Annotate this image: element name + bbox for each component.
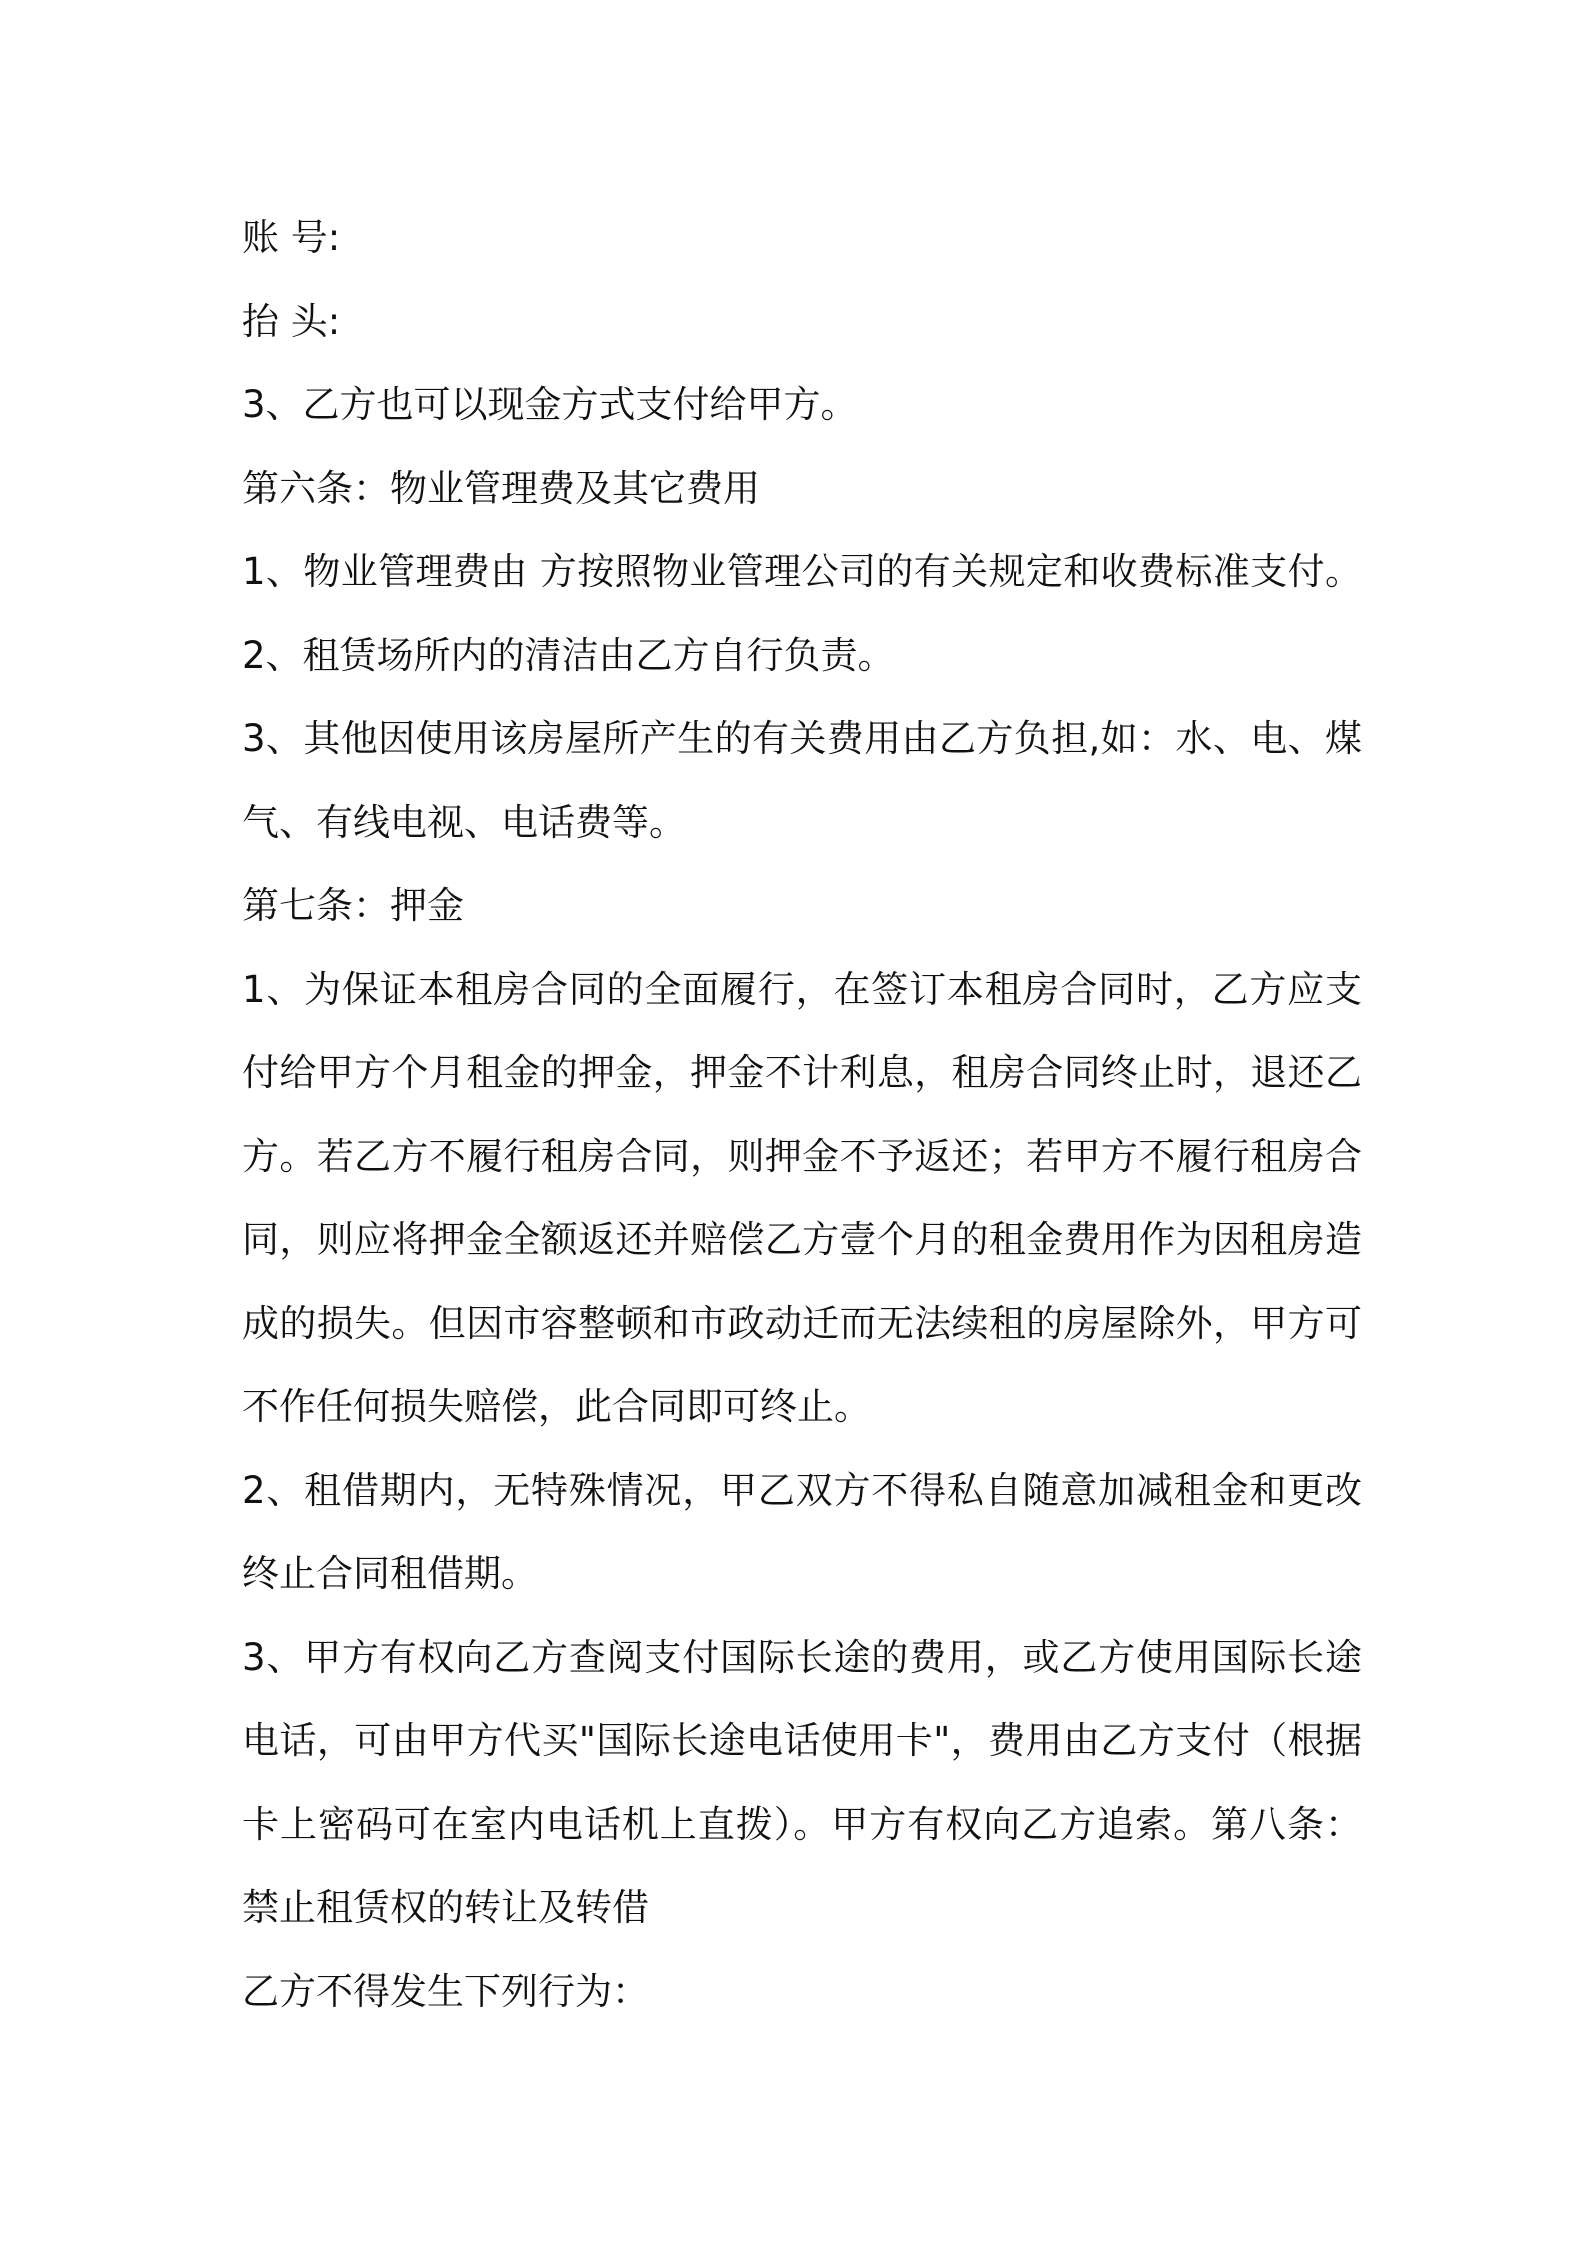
clause-5-item-3: 3、乙方也可以现金方式支付给甲方。 xyxy=(242,383,858,426)
document-body xyxy=(242,196,1362,2033)
article-6-item-2: 2、租赁场所内的清洁由乙方自行负责。 xyxy=(242,633,895,677)
article-7-item-1-line-2: 付给甲方个月租金的押金，押金不计利息，租房合同终止时，退还乙 xyxy=(242,1051,1362,1094)
article-7-item-1-line-6: 不作任何损失赔偿，此合同即可终止。 xyxy=(242,1385,871,1428)
article-6-item-3-line-1: 3、其他因使用该房屋所产生的有关费用由乙方负担,如：水、电、煤 xyxy=(242,717,1362,760)
article-7-item-3-line-3: 卡上密码可在室内电话机上直拨）。甲方有权向乙方追索。第八条： xyxy=(242,1802,1362,1846)
article-7-item-2-line-2: 终止合同租借期。 xyxy=(242,1552,538,1595)
article-7-item-1-line-4: 同，则应将押金全额返还并赔偿乙方壹个月的租金费用作为因租房造 xyxy=(242,1218,1362,1261)
article-8-heading: 禁止租赁权的转让及转借 xyxy=(242,1886,649,1929)
article-7-item-2-line-1: 2、租借期内，无特殊情况，甲乙双方不得私自随意加减租金和更改 xyxy=(242,1468,1362,1512)
article-6-heading: 第六条：物业管理费及其它费用 xyxy=(242,466,760,510)
article-7-item-1-line-3: 方。若乙方不履行租房合同，则押金不予返还；若甲方不履行租房合 xyxy=(242,1134,1362,1178)
article-8-intro: 乙方不得发生下列行为： xyxy=(242,1969,649,2013)
article-7-item-1-line-1: 1、为保证本租房合同的全面履行，在签订本租房合同时，乙方应支 xyxy=(242,967,1362,1011)
article-6-item-1: 1、物业管理费由 方按照物业管理公司的有关规定和收费标准支付。 xyxy=(242,550,1362,593)
article-6-item-3-line-2: 气、有线电视、电话费等。 xyxy=(242,800,686,844)
article-7-item-3-line-1: 3、甲方有权向乙方查阅支付国际长途的费用，或乙方使用国际长途 xyxy=(242,1635,1362,1679)
article-7-item-3-line-2: 电话，可由甲方代买"国际长途电话使用卡"，费用由乙方支付（根据 xyxy=(242,1719,1362,1762)
payee-header-label: 抬 头: xyxy=(242,299,341,343)
article-7-heading: 第七条：押金 xyxy=(242,884,464,927)
article-7-item-1-line-5: 成的损失。但因市容整顿和市政动迁而无法续租的房屋除外，甲方可 xyxy=(242,1301,1362,1345)
account-number-label: 账 号: xyxy=(242,216,341,259)
